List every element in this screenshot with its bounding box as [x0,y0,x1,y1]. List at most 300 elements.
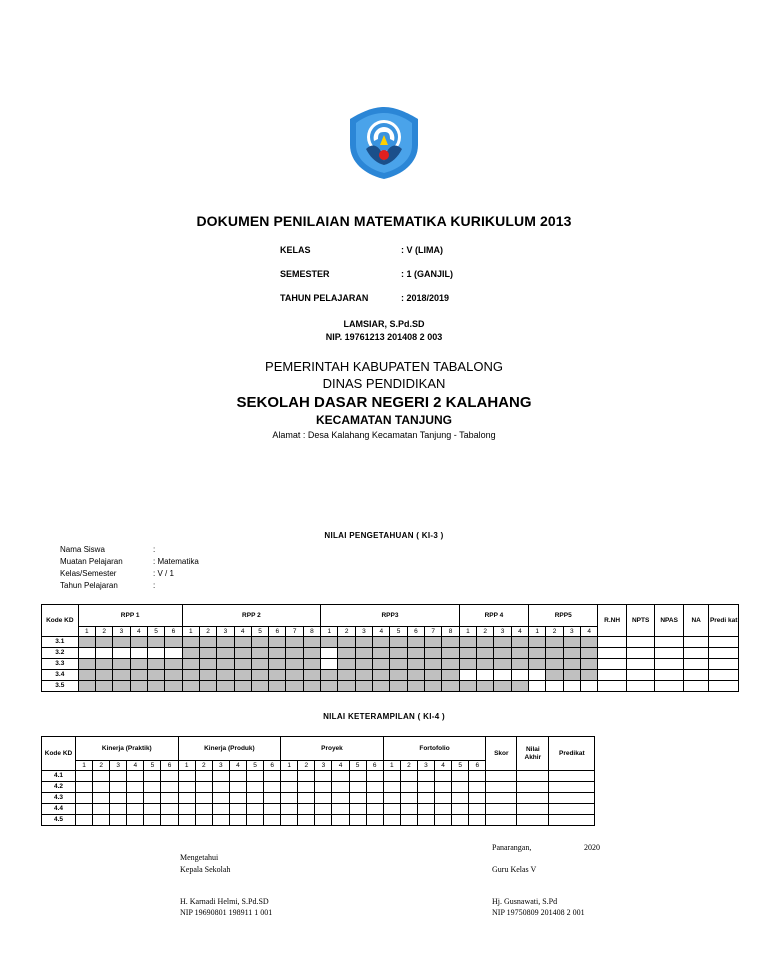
score-cell[interactable] [95,659,112,670]
score-cell[interactable] [494,637,511,648]
score-cell[interactable] [417,804,434,815]
score-cell[interactable] [459,659,476,670]
score-cell[interactable] [195,815,212,826]
score-cell[interactable] [390,659,407,670]
score-cell[interactable] [178,815,195,826]
score-cell[interactable] [349,804,366,815]
score-cell[interactable] [269,648,286,659]
score-cell[interactable] [459,670,476,681]
score-cell[interactable] [95,670,112,681]
score-cell[interactable] [199,670,216,681]
score-cell[interactable] [264,771,281,782]
score-cell[interactable] [332,815,349,826]
score-cell[interactable] [469,782,486,793]
score-cell[interactable] [178,793,195,804]
score-cell[interactable] [165,659,182,670]
summary-cell[interactable] [626,648,655,659]
score-cell[interactable] [486,804,517,815]
score-cell[interactable] [110,782,127,793]
score-cell[interactable] [486,771,517,782]
score-cell[interactable] [494,659,511,670]
score-cell[interactable] [435,771,452,782]
score-cell[interactable] [234,659,251,670]
score-cell[interactable] [298,815,315,826]
score-cell[interactable] [373,681,390,692]
score-cell[interactable] [127,782,144,793]
score-cell[interactable] [110,804,127,815]
score-cell[interactable] [269,659,286,670]
score-cell[interactable] [563,681,580,692]
score-cell[interactable] [494,681,511,692]
score-cell[interactable] [338,648,355,659]
score-cell[interactable] [281,793,298,804]
score-cell[interactable] [390,681,407,692]
score-cell[interactable] [546,659,563,670]
score-cell[interactable] [147,681,164,692]
score-cell[interactable] [251,648,268,659]
score-cell[interactable] [383,793,400,804]
score-cell[interactable] [195,793,212,804]
score-cell[interactable] [147,637,164,648]
score-cell[interactable] [338,681,355,692]
score-cell[interactable] [546,648,563,659]
score-cell[interactable] [93,793,110,804]
score-cell[interactable] [130,670,147,681]
summary-cell[interactable] [626,637,655,648]
summary-cell[interactable] [709,681,739,692]
score-cell[interactable] [113,670,130,681]
score-cell[interactable] [425,648,442,659]
summary-cell[interactable] [626,659,655,670]
score-cell[interactable] [269,637,286,648]
score-cell[interactable] [78,648,95,659]
score-cell[interactable] [199,648,216,659]
score-cell[interactable] [581,648,598,659]
score-cell[interactable] [165,637,182,648]
summary-cell[interactable] [683,681,708,692]
score-cell[interactable] [315,771,332,782]
score-cell[interactable] [400,815,417,826]
score-cell[interactable] [229,815,246,826]
score-cell[interactable] [517,782,549,793]
score-cell[interactable] [477,637,494,648]
score-cell[interactable] [251,670,268,681]
score-cell[interactable] [130,659,147,670]
summary-cell[interactable] [709,670,739,681]
score-cell[interactable] [303,670,320,681]
score-cell[interactable] [366,782,383,793]
score-cell[interactable] [373,637,390,648]
score-cell[interactable] [229,804,246,815]
score-cell[interactable] [469,771,486,782]
score-cell[interactable] [486,815,517,826]
score-cell[interactable] [435,815,452,826]
score-cell[interactable] [147,659,164,670]
score-cell[interactable] [400,782,417,793]
score-cell[interactable] [178,782,195,793]
score-cell[interactable] [517,804,549,815]
summary-cell[interactable] [655,659,684,670]
score-cell[interactable] [417,782,434,793]
score-cell[interactable] [303,681,320,692]
score-cell[interactable] [494,648,511,659]
score-cell[interactable] [130,637,147,648]
score-cell[interactable] [144,771,161,782]
score-cell[interactable] [251,637,268,648]
score-cell[interactable] [581,681,598,692]
score-cell[interactable] [234,637,251,648]
score-cell[interactable] [511,648,528,659]
score-cell[interactable] [546,670,563,681]
score-cell[interactable] [212,771,229,782]
score-cell[interactable] [366,804,383,815]
score-cell[interactable] [459,648,476,659]
score-cell[interactable] [144,793,161,804]
summary-cell[interactable] [655,637,684,648]
score-cell[interactable] [113,681,130,692]
score-cell[interactable] [332,771,349,782]
summary-cell[interactable] [655,681,684,692]
score-cell[interactable] [264,815,281,826]
score-cell[interactable] [76,815,93,826]
summary-cell[interactable] [598,670,627,681]
score-cell[interactable] [182,681,199,692]
summary-cell[interactable] [655,670,684,681]
summary-cell[interactable] [626,681,655,692]
score-cell[interactable] [442,637,459,648]
score-cell[interactable] [549,804,595,815]
score-cell[interactable] [332,793,349,804]
score-cell[interactable] [286,681,303,692]
score-cell[interactable] [332,804,349,815]
score-cell[interactable] [78,637,95,648]
score-cell[interactable] [269,681,286,692]
summary-cell[interactable] [683,659,708,670]
score-cell[interactable] [264,793,281,804]
score-cell[interactable] [76,804,93,815]
score-cell[interactable] [477,681,494,692]
score-cell[interactable] [349,782,366,793]
score-cell[interactable] [199,637,216,648]
score-cell[interactable] [321,670,338,681]
score-cell[interactable] [246,782,263,793]
score-cell[interactable] [127,793,144,804]
summary-cell[interactable] [626,670,655,681]
score-cell[interactable] [182,637,199,648]
score-cell[interactable] [127,815,144,826]
score-cell[interactable] [78,659,95,670]
score-cell[interactable] [165,648,182,659]
score-cell[interactable] [511,637,528,648]
score-cell[interactable] [144,804,161,815]
score-cell[interactable] [383,771,400,782]
score-cell[interactable] [469,815,486,826]
score-cell[interactable] [477,659,494,670]
score-cell[interactable] [511,670,528,681]
score-cell[interactable] [234,670,251,681]
score-cell[interactable] [517,793,549,804]
score-cell[interactable] [581,637,598,648]
score-cell[interactable] [147,648,164,659]
score-cell[interactable] [400,771,417,782]
score-cell[interactable] [425,659,442,670]
score-cell[interactable] [182,648,199,659]
score-cell[interactable] [407,670,424,681]
score-cell[interactable] [563,659,580,670]
score-cell[interactable] [486,782,517,793]
score-cell[interactable] [286,670,303,681]
score-cell[interactable] [246,804,263,815]
score-cell[interactable] [130,681,147,692]
score-cell[interactable] [459,637,476,648]
score-cell[interactable] [355,637,372,648]
score-cell[interactable] [303,637,320,648]
score-cell[interactable] [442,659,459,670]
score-cell[interactable] [321,681,338,692]
score-cell[interactable] [529,637,546,648]
score-cell[interactable] [366,793,383,804]
score-cell[interactable] [517,815,549,826]
score-cell[interactable] [264,782,281,793]
score-cell[interactable] [76,782,93,793]
score-cell[interactable] [315,815,332,826]
score-cell[interactable] [417,815,434,826]
score-cell[interactable] [93,782,110,793]
score-cell[interactable] [349,793,366,804]
score-cell[interactable] [383,804,400,815]
score-cell[interactable] [315,793,332,804]
score-cell[interactable] [529,681,546,692]
score-cell[interactable] [435,804,452,815]
score-cell[interactable] [442,681,459,692]
score-cell[interactable] [178,771,195,782]
score-cell[interactable] [199,659,216,670]
score-cell[interactable] [373,659,390,670]
score-cell[interactable] [269,670,286,681]
score-cell[interactable] [332,782,349,793]
score-cell[interactable] [161,771,178,782]
score-cell[interactable] [264,804,281,815]
score-cell[interactable] [400,793,417,804]
score-cell[interactable] [435,793,452,804]
score-cell[interactable] [303,659,320,670]
score-cell[interactable] [349,771,366,782]
score-cell[interactable] [229,793,246,804]
score-cell[interactable] [147,670,164,681]
summary-cell[interactable] [683,637,708,648]
score-cell[interactable] [127,771,144,782]
score-cell[interactable] [212,804,229,815]
score-cell[interactable] [349,815,366,826]
score-cell[interactable] [93,771,110,782]
summary-cell[interactable] [709,659,739,670]
score-cell[interactable] [563,637,580,648]
score-cell[interactable] [452,782,469,793]
score-cell[interactable] [407,637,424,648]
score-cell[interactable] [407,648,424,659]
score-cell[interactable] [286,648,303,659]
score-cell[interactable] [217,637,234,648]
score-cell[interactable] [195,804,212,815]
score-cell[interactable] [246,793,263,804]
summary-cell[interactable] [598,681,627,692]
score-cell[interactable] [281,782,298,793]
score-cell[interactable] [477,648,494,659]
score-cell[interactable] [161,804,178,815]
summary-cell[interactable] [709,648,739,659]
score-cell[interactable] [529,648,546,659]
score-cell[interactable] [286,659,303,670]
score-cell[interactable] [390,670,407,681]
score-cell[interactable] [195,782,212,793]
summary-cell[interactable] [598,659,627,670]
score-cell[interactable] [229,782,246,793]
score-cell[interactable] [130,648,147,659]
score-cell[interactable] [338,637,355,648]
score-cell[interactable] [229,771,246,782]
score-cell[interactable] [355,659,372,670]
score-cell[interactable] [315,804,332,815]
score-cell[interactable] [452,771,469,782]
score-cell[interactable] [417,793,434,804]
score-cell[interactable] [321,659,338,670]
score-cell[interactable] [281,804,298,815]
score-cell[interactable] [217,670,234,681]
score-cell[interactable] [212,793,229,804]
score-cell[interactable] [383,782,400,793]
score-cell[interactable] [246,815,263,826]
score-cell[interactable] [113,637,130,648]
score-cell[interactable] [110,793,127,804]
score-cell[interactable] [217,648,234,659]
score-cell[interactable] [165,670,182,681]
score-cell[interactable] [217,659,234,670]
score-cell[interactable] [549,771,595,782]
score-cell[interactable] [178,804,195,815]
score-cell[interactable] [76,771,93,782]
score-cell[interactable] [93,815,110,826]
score-cell[interactable] [425,681,442,692]
score-cell[interactable] [95,637,112,648]
score-cell[interactable] [366,771,383,782]
score-cell[interactable] [425,670,442,681]
score-cell[interactable] [338,659,355,670]
score-cell[interactable] [581,659,598,670]
score-cell[interactable] [355,681,372,692]
score-cell[interactable] [373,670,390,681]
summary-cell[interactable] [683,670,708,681]
score-cell[interactable] [383,815,400,826]
score-cell[interactable] [144,782,161,793]
summary-cell[interactable] [709,637,739,648]
score-cell[interactable] [494,670,511,681]
score-cell[interactable] [563,648,580,659]
score-cell[interactable] [355,670,372,681]
score-cell[interactable] [78,681,95,692]
score-cell[interactable] [459,681,476,692]
score-cell[interactable] [161,815,178,826]
score-cell[interactable] [281,771,298,782]
score-cell[interactable] [563,670,580,681]
score-cell[interactable] [390,637,407,648]
score-cell[interactable] [234,648,251,659]
score-cell[interactable] [511,681,528,692]
summary-cell[interactable] [598,637,627,648]
score-cell[interactable] [298,771,315,782]
score-cell[interactable] [144,815,161,826]
score-cell[interactable] [469,804,486,815]
score-cell[interactable] [161,782,178,793]
score-cell[interactable] [400,804,417,815]
score-cell[interactable] [425,637,442,648]
score-cell[interactable] [407,681,424,692]
score-cell[interactable] [338,670,355,681]
score-cell[interactable] [529,670,546,681]
score-cell[interactable] [486,793,517,804]
score-cell[interactable] [298,804,315,815]
score-cell[interactable] [110,771,127,782]
score-cell[interactable] [315,782,332,793]
score-cell[interactable] [251,681,268,692]
score-cell[interactable] [78,670,95,681]
score-cell[interactable] [182,670,199,681]
score-cell[interactable] [182,659,199,670]
score-cell[interactable] [435,782,452,793]
score-cell[interactable] [199,681,216,692]
summary-cell[interactable] [683,648,708,659]
score-cell[interactable] [546,637,563,648]
score-cell[interactable] [303,648,320,659]
score-cell[interactable] [165,681,182,692]
score-cell[interactable] [281,815,298,826]
score-cell[interactable] [442,670,459,681]
score-cell[interactable] [469,793,486,804]
score-cell[interactable] [212,815,229,826]
score-cell[interactable] [93,804,110,815]
score-cell[interactable] [442,648,459,659]
score-cell[interactable] [298,782,315,793]
score-cell[interactable] [321,637,338,648]
score-cell[interactable] [581,670,598,681]
score-cell[interactable] [546,681,563,692]
score-cell[interactable] [251,659,268,670]
score-cell[interactable] [113,648,130,659]
score-cell[interactable] [195,771,212,782]
score-cell[interactable] [217,681,234,692]
score-cell[interactable] [95,681,112,692]
score-cell[interactable] [549,782,595,793]
score-cell[interactable] [234,681,251,692]
score-cell[interactable] [517,771,549,782]
score-cell[interactable] [113,659,130,670]
score-cell[interactable] [452,804,469,815]
score-cell[interactable] [417,771,434,782]
score-cell[interactable] [407,659,424,670]
score-cell[interactable] [549,815,595,826]
score-cell[interactable] [286,637,303,648]
score-cell[interactable] [212,782,229,793]
summary-cell[interactable] [655,648,684,659]
score-cell[interactable] [390,648,407,659]
score-cell[interactable] [95,648,112,659]
score-cell[interactable] [110,815,127,826]
score-cell[interactable] [76,793,93,804]
score-cell[interactable] [127,804,144,815]
score-cell[interactable] [355,648,372,659]
score-cell[interactable] [373,648,390,659]
score-cell[interactable] [477,670,494,681]
score-cell[interactable] [321,648,338,659]
